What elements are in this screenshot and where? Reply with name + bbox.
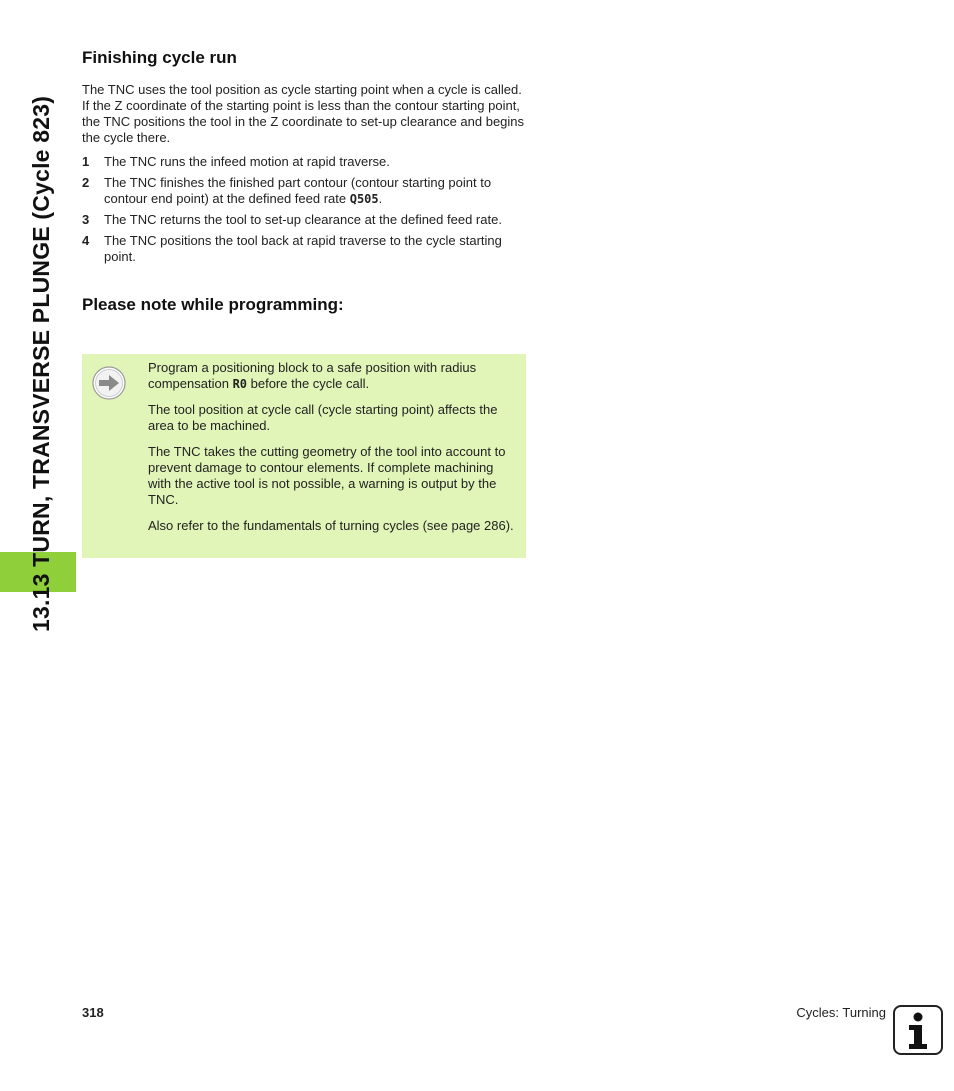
note-paragraph-1: Program a positioning block to a safe position with radius compensation R0 before the cycle call. xyxy=(148,360,477,391)
note-box xyxy=(82,354,526,558)
intro-paragraph: The TNC uses the tool position as cycle starting point when a cycle is called. If the Z coordinate of the starting point is less than the contour starting point, the TNC positions the tool in the Z coordinate to set-up clearance and begins the cycle there. xyxy=(82,82,525,145)
side-chapter-title xyxy=(24,0,68,640)
list-item: 1 The TNC runs the infeed motion at rapid traverse. xyxy=(82,154,390,169)
code-r0: R0 xyxy=(232,377,248,391)
list-item: 4 The TNC positions the tool back at rapid traverse to the cycle starting point. xyxy=(82,233,502,264)
page-number: 318 xyxy=(82,1005,104,1020)
arrow-right-icon xyxy=(92,366,126,400)
note-paragraph-2: The tool position at cycle call (cycle starting point) affects the area to be machined. xyxy=(148,402,498,433)
code-q505: Q505 xyxy=(349,192,379,206)
steps-list xyxy=(82,154,526,265)
note-text xyxy=(148,360,520,544)
note-paragraph-4: Also refer to the fundamentals of turning cycles (see page 286). xyxy=(148,518,514,533)
info-icon xyxy=(892,1004,944,1056)
section-heading-finishing: Finishing cycle run xyxy=(82,48,237,67)
side-title-text: 13.13 TURN, TRANSVERSE PLUNGE (Cycle 823) xyxy=(28,95,54,632)
list-item: 3 The TNC returns the tool to set-up clearance at the defined feed rate. xyxy=(82,212,502,227)
footer-chapter: Cycles: Turning xyxy=(796,1005,886,1020)
note-paragraph-3: The TNC takes the cutting geometry of the tool into account to prevent damage to contour elements. If complete machining with the active tool is not possible, a warning is output by the TNC. xyxy=(148,444,506,507)
section-heading-note: Please note while programming: xyxy=(82,295,344,314)
main-content xyxy=(82,48,526,327)
list-item: 2 The TNC finishes the finished part contour (contour starting point to contour end point) at the defined feed rate Q505. xyxy=(82,175,492,206)
